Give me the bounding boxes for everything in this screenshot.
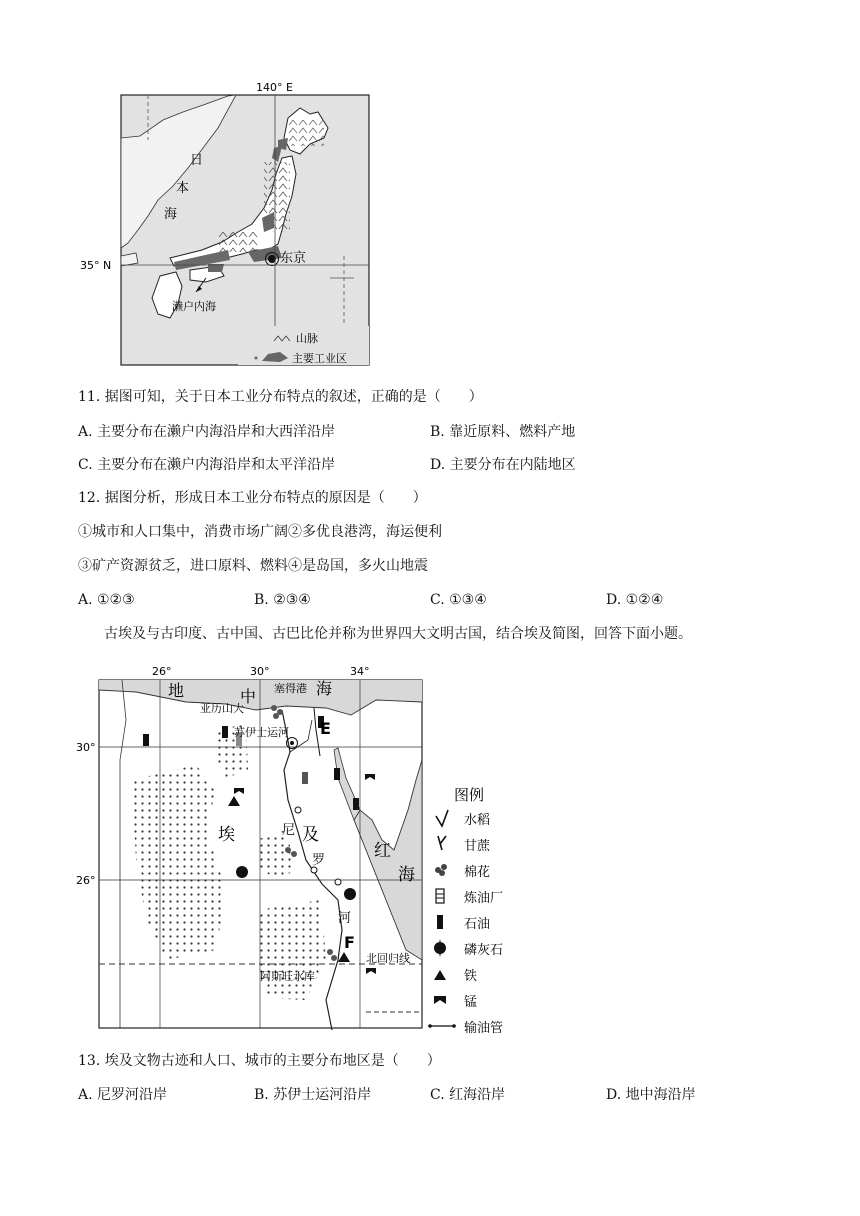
nile-char-3: 河	[338, 911, 352, 926]
q11-option-c[interactable]: C. 主要分布在濑户内海沿岸和太平洋沿岸	[78, 457, 336, 473]
japan-lat-label: 35° N	[80, 259, 112, 272]
legend-refinery: 炼油厂	[464, 891, 504, 906]
legend-industry: 主要工业区	[292, 352, 347, 365]
inland-sea-label: 濑户内海	[172, 300, 216, 313]
q12-line2: ③矿产资源贫乏，进口原料、燃料④是岛国，多火山地震	[78, 558, 428, 574]
label-E: E	[320, 719, 331, 738]
med-char-1: 地	[168, 681, 185, 700]
q12-option-b[interactable]: B. ②③④	[254, 592, 311, 608]
legend-pipeline: 输油管	[464, 1021, 504, 1036]
q11-stem: 11. 据图可知，关于日本工业分布特点的叙述，正确的是（ ）	[78, 389, 483, 405]
port-said-label: 塞得港	[274, 682, 307, 695]
q13-option-c[interactable]: C. 红海沿岸	[430, 1087, 506, 1103]
suez-label: 苏伊士运河	[234, 726, 289, 739]
legend-title: 图例	[454, 786, 485, 804]
q13-stem: 13. 埃及文物古迹和人口、城市的主要分布地区是（ ）	[78, 1053, 441, 1069]
legend-cotton: 棉花	[464, 865, 491, 880]
nile-char-1: 尼	[282, 823, 296, 838]
alexandria-label: 亚历山大	[200, 702, 244, 715]
q12-option-a[interactable]: A. ①②③	[78, 592, 135, 608]
legend-oil: 石油	[464, 917, 491, 932]
japan-map	[78, 78, 378, 370]
aswan-label: 阿斯旺水库	[260, 970, 315, 983]
q12-option-c[interactable]: C. ①③④	[430, 592, 487, 608]
legend-phosphate: 磷灰石	[464, 943, 504, 958]
lat-30: 30°	[76, 741, 96, 754]
q13-option-a[interactable]: A. 尼罗河沿岸	[78, 1087, 168, 1103]
med-char-2: 中	[240, 687, 257, 706]
lat-26: 26°	[76, 874, 96, 887]
q13-option-d[interactable]: D. 地中海沿岸	[606, 1087, 696, 1103]
egypt-char-1: 埃	[218, 825, 235, 845]
red-sea-char-1: 红	[374, 841, 391, 861]
q11-option-a[interactable]: A. 主要分布在濑户内海沿岸和大西洋沿岸	[78, 424, 336, 440]
tokyo-label: 东京	[280, 251, 307, 266]
nile-char-2: 罗	[312, 853, 326, 868]
q11-option-d[interactable]: D. 主要分布在内陆地区	[430, 457, 576, 473]
sea-char-1: 日	[190, 153, 204, 168]
legend-iron: 铁	[464, 969, 478, 984]
lon-34: 34°	[350, 665, 370, 678]
q12-line1: ①城市和人口集中，消费市场广阔②多优良港湾，海运便利	[78, 524, 442, 540]
legend-sugarcane: 甘蔗	[464, 839, 491, 854]
sea-char-2: 本	[176, 181, 190, 196]
legend-rice: 水稻	[464, 813, 491, 828]
japan-lon-label: 140° E	[256, 81, 293, 94]
legend-mountain: 山脉	[296, 332, 318, 345]
egypt-char-2: 及	[302, 825, 319, 845]
sea-char-3: 海	[164, 207, 178, 222]
legend-manganese: 锰	[464, 995, 478, 1010]
tropic-label: 北回归线	[366, 952, 410, 965]
intro-text: 古埃及与古印度、古中国、古巴比伦并称为世界四大文明古国，结合埃及简图，回答下面小题。	[104, 626, 692, 642]
lon-26: 26°	[152, 665, 172, 678]
label-F: F	[344, 933, 355, 952]
egypt-map	[76, 660, 536, 1038]
med-char-3: 海	[316, 679, 333, 698]
q12-stem: 12. 据图分析，形成日本工业分布特点的原因是（ ）	[78, 490, 427, 506]
q11-option-b[interactable]: B. 靠近原料、燃料产地	[430, 424, 576, 440]
lon-30: 30°	[250, 665, 270, 678]
q13-option-b[interactable]: B. 苏伊士运河沿岸	[254, 1087, 372, 1103]
q12-option-d[interactable]: D. ①②④	[606, 592, 664, 608]
red-sea-char-2: 海	[398, 865, 415, 885]
